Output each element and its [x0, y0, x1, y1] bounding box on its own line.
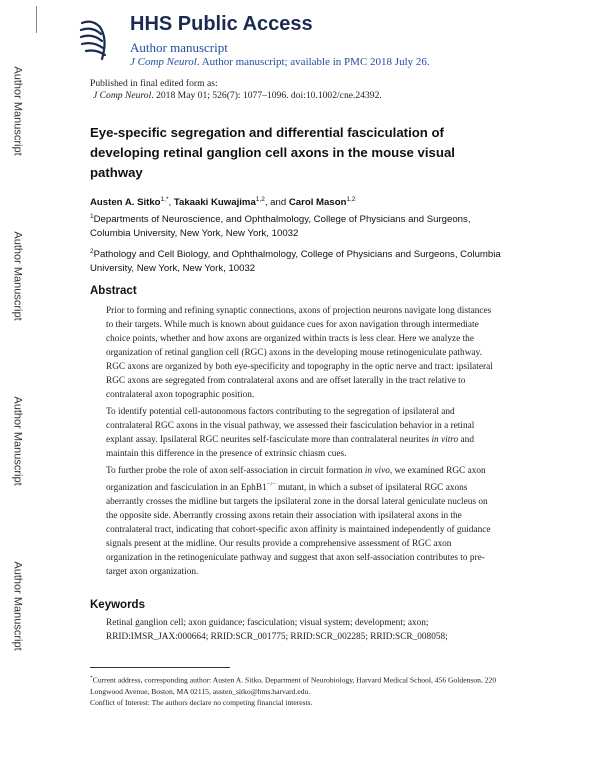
footnote-text: Current address, corresponding author: Austen A. Sitko, Department of Neurobiology, Harvard Medical School, 456 Goldenson, 220 Longwood Avenue, Boston, MA 02115, austen_sitko@hms.harvard.edu.: [90, 675, 497, 696]
affiliation-number: 2: [90, 248, 94, 255]
sidebar-label: Author Manuscript: [12, 231, 25, 321]
author-affiliation-mark: 1,2: [255, 196, 265, 203]
hhs-public-access-title: HHS Public Access: [130, 13, 313, 35]
availability-text: . Author manuscript; available in PMC 2018 July 26.: [196, 56, 430, 68]
author-affiliation-mark: 1,*: [160, 196, 169, 203]
abstract-paragraph: To identify potential cell-autonomous factors contributing to the segregation of ipsilateral and contralateral RGC axons in the visual pathway, we assessed their fasciculation behavior in a retinal explant assay. Ipsilateral RGC neurites self-fasciculate more than contralateral neurites in vitro and maintain this difference in the presence of extrinsic chiasm cues.: [106, 407, 475, 459]
keywords-list: Retinal ganglion cell; axon guidance; fasciculation; visual system; development; axon; RRID:IMSR_JAX:000664; RRID:SCR_001775; RRID:SCR_002285; RRID:SCR_008058;: [106, 618, 448, 642]
footnote-divider: [90, 667, 230, 668]
affiliation-text: Departments of Neuroscience, and Ophthalmology, College of Physicians and Surgeons, Columbia University, New York, New York, 10032: [90, 214, 471, 240]
author-list: [90, 196, 355, 208]
corresponding-author-footnote: [90, 673, 530, 697]
publication-info: [90, 78, 382, 102]
abstract-paragraph: Prior to forming and refining synaptic connections, axons of projection neurons navigate long distances to their targets. While much is known about guidance cues for axon navigation through intermediate choice points, whether and how axons are organized within tracts is less clear. Here we analyze the organization of retinal ganglion cell (RGC) axons in the developing mouse retinogeniculate pathway. RGC axons are organized by both eye-specificity and topography in the optic nerve and tract: ipsilateral RGC axons are segregated from contralateral axons and are offset laterally in the tract relative to contralateral axon topographic position.: [106, 306, 493, 400]
hhs-eagle-logo-icon: [78, 17, 112, 63]
author-manuscript-sidebar: [0, 0, 36, 776]
author-manuscript-label: Author manuscript: [130, 40, 228, 55]
affiliation: [90, 210, 510, 241]
article-title: Eye-specific segregation and differential fasciculation of developing retinal ganglion cell axons in the mouse visual pathway: [90, 125, 455, 180]
affiliation-text: Pathology and Cell Biology, and Ophthalmology, College of Physicians and Surgeons, Columbia University, New York, New York, 10032: [90, 249, 501, 275]
citation-journal: J Comp Neurol: [93, 90, 152, 101]
author-separator: , and: [264, 197, 289, 209]
author-separator: ,: [168, 197, 174, 209]
footnote-mark: *: [90, 675, 93, 681]
author-name: Austen A. Sitko: [90, 197, 161, 209]
published-in-label: Published in final edited form as:: [90, 78, 218, 89]
author-name: Takaaki Kuwajima: [173, 197, 256, 209]
abstract-heading: Abstract: [90, 285, 137, 297]
journal-abbrev: J Comp Neurol: [130, 56, 197, 68]
sidebar-label: Author Manuscript: [12, 561, 25, 651]
affiliation: [90, 245, 510, 276]
citation-line: [90, 90, 382, 102]
sidebar-label: Author Manuscript: [12, 396, 25, 486]
conflict-of-interest-footnote: Conflict of Interest: The authors declare no competing financial interests.: [90, 698, 313, 707]
keywords-heading: Keywords: [90, 599, 145, 611]
availability-line: [130, 56, 430, 68]
sidebar-label: Author Manuscript: [12, 66, 25, 156]
author-name: Carol Mason: [288, 197, 347, 209]
abstract-paragraph: To further probe the role of axon self-association in circuit formation in vivo, we examined RGC axon organization and fasciculation in an EphB1−/− mutant, in which a subset of ipsilateral RGC axons aberrantly crosses the midline but targets the ipsilateral zone in the dorsal lateral geniculate nucleus on the opposite side. Aberrantly crossing axons retain their association with ipsilateral axons in the contralateral tract, indicating that cohort-specific axon affinity is maintained independently of guidance signals present at the midline. Our results provide a comprehensive assessment of RGC axon organization in the retinogeniculate pathway and suggest that axon self-association contributes to pre-target axon organization.: [106, 466, 491, 578]
affiliation-number: 1: [90, 213, 94, 220]
header-divider: [36, 6, 37, 33]
author-affiliation-mark: 1,2: [346, 196, 356, 203]
citation-text: . 2018 May 01; 526(7): 1077–1096. doi:10.1002/cne.24392.: [151, 90, 382, 101]
